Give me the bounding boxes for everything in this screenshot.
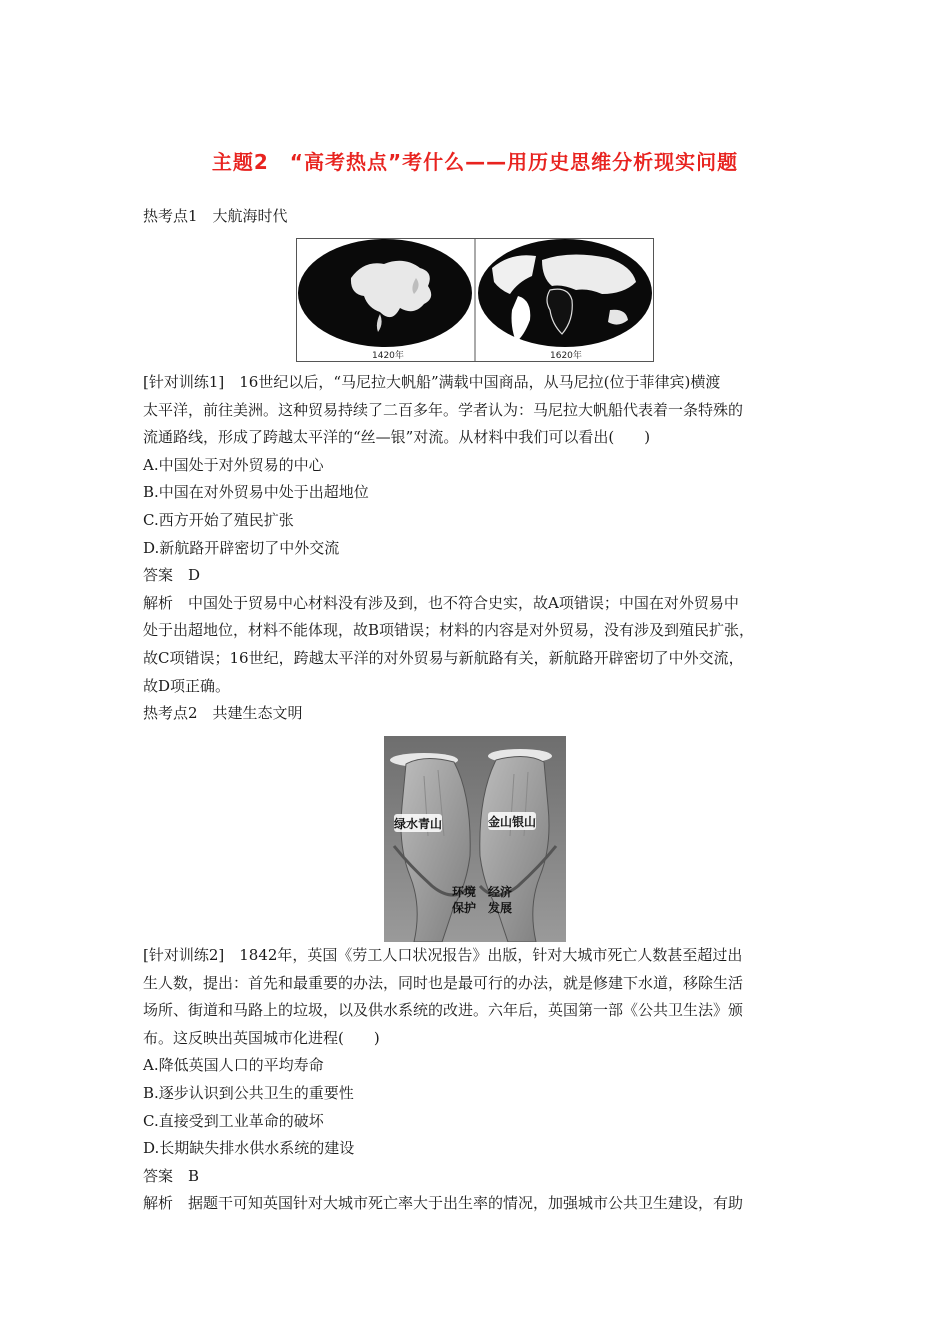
question-2-stem xyxy=(143,942,810,1218)
option-b: B.逐步认识到公共卫生的重要性 xyxy=(143,1083,354,1102)
option-b: B.中国在对外贸易中处于出超地位 xyxy=(143,483,369,502)
left-wrist-label-1: 环境 xyxy=(451,885,477,899)
analysis-line: 处于出超地位，材料不能体现，故B项错误；材料的内容是对外贸易，没有涉及到殖民扩张， xyxy=(143,621,755,640)
stem-line: 太平洋，前往美洲。这种贸易持续了二百多年。学者认为：马尼拉大帆船代表着一条特殊的 xyxy=(143,400,744,419)
hot-topic-1-heading: 热考点1 大航海时代 xyxy=(143,207,288,225)
option-c: C.西方开始了殖民扩张 xyxy=(143,510,294,529)
stem-line: [针对训练2] 1842年，英国《劳工人口状况报告》出版，针对大城市死亡人数甚至超过出 xyxy=(143,946,743,964)
option-d: D.长期缺失排水供水系统的建设 xyxy=(143,1139,355,1158)
right-wrist-label-1: 经济 xyxy=(487,885,513,899)
hands-illustration xyxy=(384,736,566,942)
option-c: C.直接受到工业革命的破坏 xyxy=(143,1111,324,1130)
map-1420-caption: 1420年 xyxy=(372,351,404,361)
map-1420 xyxy=(298,239,472,347)
page-title: 主题2 “高考热点”考什么——用历史思维分析现实问题 xyxy=(211,150,739,174)
left-wrist-label-2: 保护 xyxy=(451,901,477,915)
option-a: A.中国处于对外贸易的中心 xyxy=(143,455,324,474)
right-wrist-label-2: 发展 xyxy=(487,901,513,915)
analysis-line: 故C项错误；16世纪，跨越太平洋的对外贸易与新航路有关，新航路开辟密切了中外交流， xyxy=(143,648,744,667)
stem-line: 场所、街道和马路上的垃圾，以及供水系统的改进。六年后，英国第一部《公共卫生法》颁 xyxy=(143,1001,744,1020)
stem-line: [针对训练1] 16世纪以后，“马尼拉大帆船”满载中国商品，从马尼拉(位于菲律宾)横渡 xyxy=(143,373,721,391)
map-1620-caption: 1620年 xyxy=(550,351,582,361)
answer: 答案 B xyxy=(143,1166,200,1185)
stem-line: 生人数，提出：首先和最重要的办法，同时也是最可行的办法，就是修建下水道，移除生活 xyxy=(143,973,744,992)
right-hand-label: 金山银山 xyxy=(487,815,537,829)
analysis-line: 解析 据题干可知英国针对大城市死亡率大于出生率的情况，加强城市公共卫生建设，有助 xyxy=(143,1194,744,1213)
stem-line: 流通路线，形成了跨越太平洋的“丝—银”对流。从材料中我们可以看出( ) xyxy=(143,428,651,447)
answer: 答案 D xyxy=(143,566,201,585)
analysis-line: 解析 中国处于贸易中心材料没有涉及到，也不符合史实，故A项错误；中国在对外贸易中 xyxy=(143,593,739,612)
left-hand-label: 绿水青山 xyxy=(393,817,443,831)
map-1620 xyxy=(478,239,652,347)
stem-line: 布。这反映出英国城市化进程( ) xyxy=(143,1028,380,1047)
option-d: D.新航路开辟密切了中外交流 xyxy=(143,538,340,557)
hot-topic-2-heading: 热考点2 共建生态文明 xyxy=(143,704,303,723)
option-a: A.降低英国人口的平均寿命 xyxy=(143,1056,324,1075)
world-maps-figure xyxy=(296,238,654,362)
analysis-line: 故D项正确。 xyxy=(143,676,231,695)
question-1-stem xyxy=(143,369,810,728)
